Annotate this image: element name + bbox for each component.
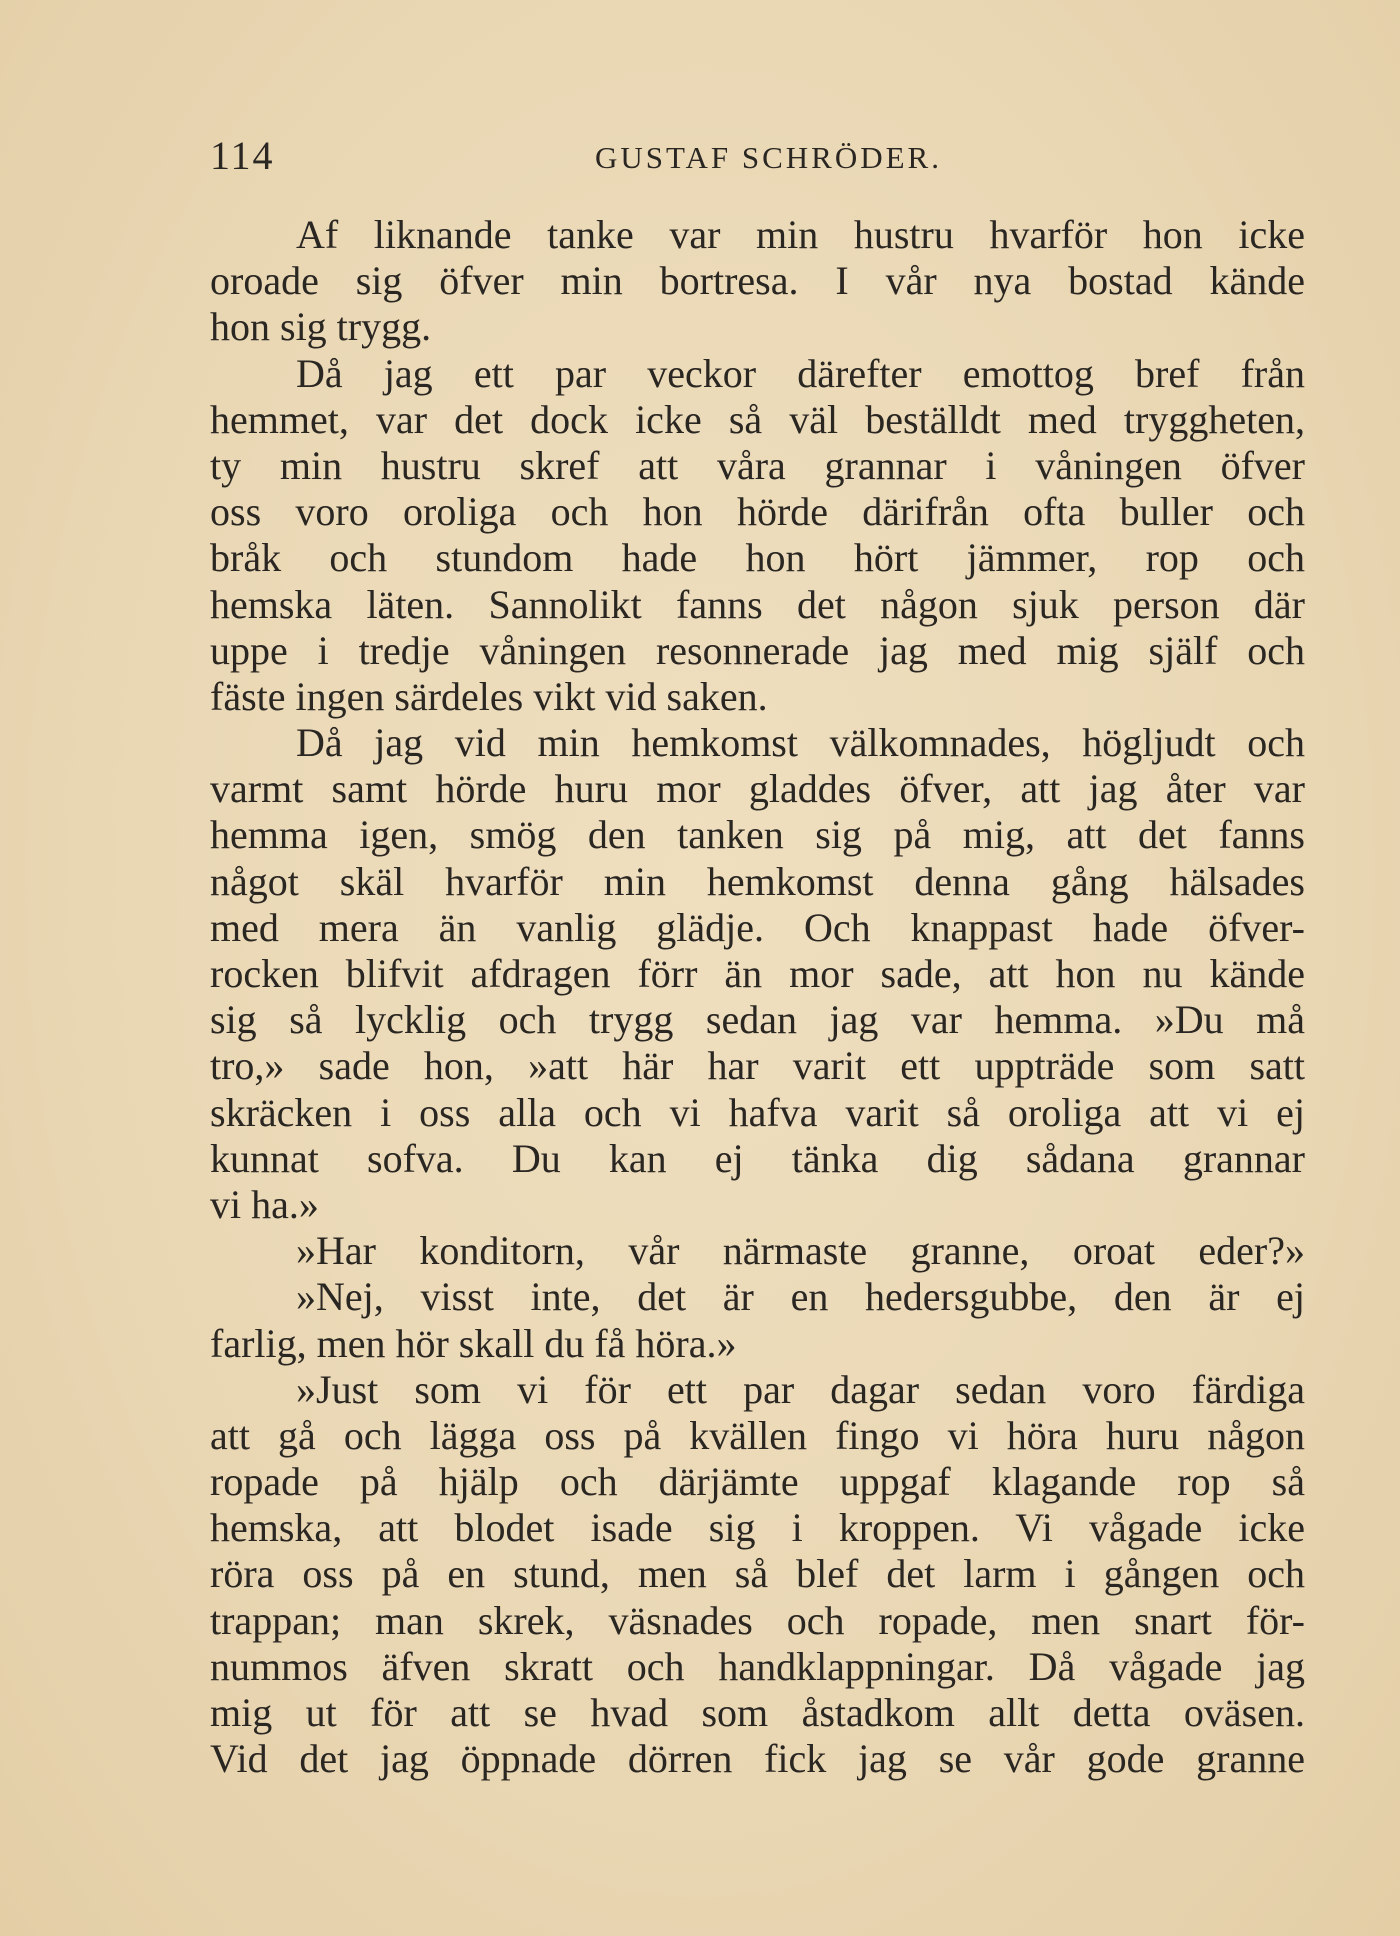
text-line: bråk och stundom hade hon hört jämmer, rop och <box>210 535 1305 581</box>
text-line: skräcken i oss alla och vi hafva varit så oroliga att vi ej <box>210 1089 1305 1135</box>
text-line: ropade på hjälp och därjämte uppgaf klagande rop så <box>210 1459 1305 1505</box>
text-line: oroade sig öfver min bortresa. I vår nya bostad kände <box>210 258 1305 304</box>
text-line: tro,» sade hon, »att här har varit ett uppträde som satt <box>210 1043 1305 1089</box>
text-line: »Har konditorn, vår närmaste granne, oroat eder?» <box>296 1228 1305 1274</box>
text-line: med mera än vanlig glädje. Och knappast hade öfver- <box>210 904 1305 950</box>
running-head: GUSTAF SCHRÖDER. <box>595 140 942 175</box>
text-line: Af liknande tanke var min hustru hvarför hon icke <box>296 212 1305 257</box>
text-line: Då jag vid min hemkomst välkomnades, högljudt och <box>296 720 1305 766</box>
text-line: röra oss på en stund, men så blef det larm i gången och <box>210 1551 1305 1597</box>
text-line: vi ha.» <box>210 1181 319 1227</box>
text-line: hemska läten. Sannolikt fanns det någon sjuk person där <box>210 581 1305 627</box>
text-line: Vid det jag öppnade dörren fick jag se vår gode granne <box>210 1736 1305 1782</box>
body-text <box>210 212 1305 1782</box>
text-line: sig så lycklig och trygg sedan jag var hemma. »Du må <box>210 997 1305 1043</box>
text-line: oss voro oroliga och hon hörde därifrån ofta buller och <box>210 489 1305 535</box>
text-line: varmt samt hörde huru mor gladdes öfver, att jag åter var <box>210 766 1305 812</box>
text-line: nummos äfven skratt och handklappningar. Då vågade jag <box>210 1643 1305 1689</box>
page-header <box>210 132 1300 182</box>
text-line: »Nej, visst inte, det är en hedersgubbe, den är ej <box>296 1274 1305 1320</box>
text-line: trappan; man skrek, väsnades och ropade, men snart för- <box>210 1597 1305 1643</box>
text-line: kunnat sofva. Du kan ej tänka dig sådana grannar <box>210 1135 1305 1181</box>
text-line: fäste ingen särdeles vikt vid saken. <box>210 673 768 719</box>
text-line: »Just som vi för ett par dagar sedan voro färdiga <box>296 1366 1305 1412</box>
text-line: rocken blifvit afdragen förr än mor sade, att hon nu kände <box>210 951 1305 996</box>
text-line: hemska, att blodet isade sig i kroppen. Vi vågade icke <box>210 1505 1305 1551</box>
text-line: Då jag ett par veckor därefter emottog bref från <box>296 350 1305 396</box>
text-line: mig ut för att se hvad som åstadkom allt detta oväsen. <box>210 1690 1305 1735</box>
text-line: ty min hustru skref att våra grannar i våningen öfver <box>210 442 1305 488</box>
text-line: uppe i tredje våningen resonnerade jag med mig själf och <box>210 627 1305 673</box>
text-line: hemmet, var det dock icke så väl beställdt med tryggheten, <box>210 396 1305 442</box>
text-line: hon sig trygg. <box>210 304 432 350</box>
text-line: hemma igen, smög den tanken sig på mig, att det fanns <box>210 812 1305 858</box>
text-line: något skäl hvarför min hemkomst denna gång hälsades <box>210 858 1305 904</box>
text-line: att gå och lägga oss på kvällen fingo vi höra huru någon <box>210 1412 1305 1458</box>
page-number: 114 <box>210 133 275 178</box>
text-line: farlig, men hör skall du få höra.» <box>210 1320 737 1366</box>
